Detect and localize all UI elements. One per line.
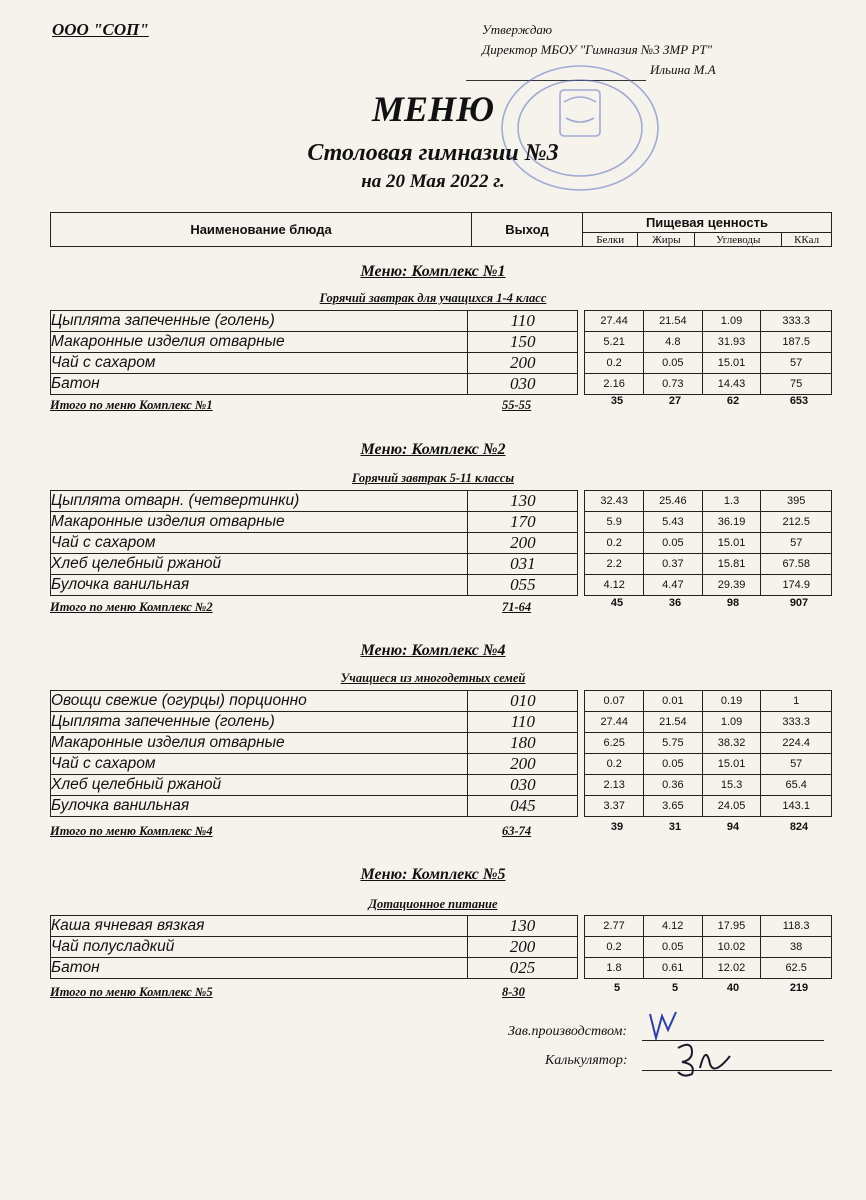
dish-kcal: 57 (761, 533, 832, 554)
production-signature-label: Зав.производством: (508, 1024, 628, 1039)
menu-items-table (50, 490, 832, 596)
dish-kcal: 118.3 (761, 916, 832, 937)
total-carbs: 62 (726, 395, 740, 407)
approve-label: Утверждаю (482, 22, 553, 37)
cell-gap (578, 775, 585, 796)
dish-carbs: 1.3 (702, 491, 761, 512)
table-row (51, 691, 832, 712)
dish-fat: 4.47 (644, 575, 703, 596)
dish-kcal: 333.3 (761, 311, 832, 332)
dish-output: 200 (468, 533, 578, 554)
table-row (51, 311, 832, 332)
total-output: 63-74 (502, 824, 532, 838)
dish-carbs: 15.01 (702, 353, 761, 374)
total-output: 55-55 (502, 398, 532, 412)
dish-protein: 2.77 (585, 916, 644, 937)
cell-gap (578, 533, 585, 554)
table-row (51, 533, 832, 554)
dish-kcal: 143.1 (761, 796, 832, 817)
total-carbs: 40 (726, 982, 740, 994)
dish-output: 180 (468, 733, 578, 754)
total-fat: 5 (671, 982, 679, 994)
section-title: Меню: Комплекс №1 (360, 263, 506, 280)
dish-fat: 0.36 (644, 775, 703, 796)
cell-gap (578, 374, 585, 395)
dish-name: Макаронные изделия отварные (51, 512, 468, 533)
dish-output: 200 (468, 353, 578, 374)
cell-gap (578, 554, 585, 575)
table-row (51, 353, 832, 374)
director-name: Ильина М.А (650, 62, 716, 77)
dish-carbs: 1.09 (702, 311, 761, 332)
table-row (51, 754, 832, 775)
dish-protein: 5.9 (585, 512, 644, 533)
dish-name: Хлеб целебный ржаной (51, 554, 468, 575)
total-protein: 39 (610, 821, 624, 833)
dish-carbs: 15.01 (702, 533, 761, 554)
dish-name: Батон (51, 958, 468, 979)
dish-kcal: 62.5 (761, 958, 832, 979)
dish-output: 030 (468, 775, 578, 796)
dish-name: Батон (51, 374, 468, 395)
dish-fat: 5.75 (644, 733, 703, 754)
table-row (51, 733, 832, 754)
table-row (51, 937, 832, 958)
dish-name: Каша ячневая вязкая (51, 916, 468, 937)
dish-kcal: 174.9 (761, 575, 832, 596)
table-row (51, 712, 832, 733)
menu-items-table (50, 915, 832, 979)
cell-gap (578, 712, 585, 733)
dish-name: Чай с сахаром (51, 754, 468, 775)
dish-protein: 1.8 (585, 958, 644, 979)
header-name: Наименование блюда (51, 213, 472, 247)
total-kcal: 653 (789, 395, 809, 407)
header-fat: Жиры (638, 233, 695, 247)
dish-kcal: 212.5 (761, 512, 832, 533)
dish-kcal: 333.3 (761, 712, 832, 733)
section-title: Меню: Комплекс №5 (360, 866, 506, 883)
calculator-signature-label: Калькулятор: (545, 1053, 628, 1068)
menu-subtitle: Столовая гимназии №3 (307, 140, 559, 166)
header-output: Выход (472, 213, 583, 247)
total-label: Итого по меню Комплекс №5 (50, 985, 213, 999)
total-kcal: 824 (789, 821, 809, 833)
table-row (51, 332, 832, 353)
cell-gap (578, 937, 585, 958)
table-row (51, 916, 832, 937)
dish-fat: 21.54 (644, 712, 703, 733)
table-row (51, 374, 832, 395)
dish-output: 010 (468, 691, 578, 712)
director-title: Директор МБОУ "Гимназия №3 ЗМР РТ" (482, 42, 713, 57)
dish-carbs: 1.09 (702, 712, 761, 733)
dish-fat: 4.12 (643, 916, 702, 937)
dish-carbs: 10.02 (702, 937, 761, 958)
organization-name: ООО "СОП" (52, 20, 149, 39)
cell-gap (578, 311, 585, 332)
dish-carbs: 15.3 (702, 775, 761, 796)
cell-gap (578, 491, 585, 512)
table-row (51, 491, 832, 512)
section-total (50, 597, 832, 618)
table-row (51, 958, 832, 979)
dish-kcal: 57 (761, 353, 832, 374)
menu-items-table (50, 690, 832, 817)
total-output: 8-30 (502, 985, 525, 999)
dish-kcal: 1 (761, 691, 832, 712)
dish-protein: 32.43 (585, 491, 644, 512)
table-row (51, 575, 832, 596)
table-row (51, 512, 832, 533)
dish-output: 110 (468, 311, 578, 332)
total-fat: 31 (668, 821, 682, 833)
dish-name: Цыплята запеченные (голень) (51, 311, 468, 332)
dish-name: Хлеб целебный ржаной (51, 775, 468, 796)
section-title: Меню: Комплекс №4 (360, 642, 506, 659)
cell-gap (578, 754, 585, 775)
section-total (50, 395, 832, 416)
dish-output: 130 (468, 491, 578, 512)
header-protein: Белки (583, 233, 638, 247)
dish-carbs: 36.19 (702, 512, 761, 533)
table-header (50, 212, 832, 247)
dish-output: 045 (468, 796, 578, 817)
dish-kcal: 38 (761, 937, 832, 958)
total-kcal: 219 (789, 982, 809, 994)
dish-carbs: 31.93 (702, 332, 761, 353)
dish-protein: 0.2 (585, 754, 644, 775)
total-output: 71-64 (502, 600, 532, 614)
dish-fat: 5.43 (644, 512, 703, 533)
dish-protein: 0.2 (585, 533, 644, 554)
dish-carbs: 29.39 (702, 575, 761, 596)
dish-output: 025 (467, 958, 577, 979)
dish-name: Булочка ванильная (51, 796, 468, 817)
header-carbs: Углеводы (695, 233, 782, 247)
dish-fat: 3.65 (644, 796, 703, 817)
dish-carbs: 12.02 (702, 958, 761, 979)
dish-kcal: 65.4 (761, 775, 832, 796)
dish-output: 170 (468, 512, 578, 533)
total-label: Итого по меню Комплекс №1 (50, 398, 213, 412)
dish-kcal: 57 (761, 754, 832, 775)
cell-gap (578, 796, 585, 817)
dish-fat: 4.8 (643, 332, 702, 353)
dish-output: 030 (468, 374, 578, 395)
table-row (51, 796, 832, 817)
dish-fat: 0.61 (643, 958, 702, 979)
dish-protein: 2.2 (585, 554, 644, 575)
dish-kcal: 67.58 (761, 554, 832, 575)
dish-name: Цыплята запеченные (голень) (51, 712, 468, 733)
calculator-signature-line (642, 1070, 832, 1071)
section-subtitle: Учащиеся из многодетных семей (340, 671, 526, 685)
dish-output: 200 (468, 754, 578, 775)
dish-kcal: 187.5 (761, 332, 832, 353)
dish-carbs: 14.43 (702, 374, 761, 395)
menu-date: на 20 Мая 2022 г. (361, 171, 505, 192)
dish-protein: 0.2 (585, 937, 644, 958)
dish-output: 110 (468, 712, 578, 733)
dish-protein: 4.12 (585, 575, 644, 596)
dish-name: Макаронные изделия отварные (51, 332, 468, 353)
dish-carbs: 0.19 (702, 691, 761, 712)
total-protein: 45 (610, 597, 624, 609)
cell-gap (578, 332, 585, 353)
dish-name: Овощи свежие (огурцы) порционно (51, 691, 468, 712)
total-protein: 35 (610, 395, 624, 407)
dish-name: Чай полусладкий (51, 937, 468, 958)
total-fat: 36 (668, 597, 682, 609)
dish-fat: 0.05 (643, 937, 702, 958)
section-subtitle: Горячий завтрак для учащихся 1-4 класс (319, 291, 547, 305)
table-row (51, 775, 832, 796)
dish-carbs: 38.32 (702, 733, 761, 754)
calculator-signature-icon (674, 1038, 734, 1078)
dish-output: 055 (468, 575, 578, 596)
dish-output: 130 (467, 916, 577, 937)
dish-output: 150 (468, 332, 578, 353)
dish-output: 200 (467, 937, 577, 958)
dish-name: Цыплята отварн. (четвертинки) (51, 491, 468, 512)
dish-protein: 2.16 (585, 374, 644, 395)
dish-protein: 0.07 (585, 691, 644, 712)
total-kcal: 907 (789, 597, 809, 609)
dish-fat: 0.01 (644, 691, 703, 712)
dish-fat: 0.37 (644, 554, 703, 575)
dish-fat: 21.54 (643, 311, 702, 332)
total-carbs: 94 (726, 821, 740, 833)
dish-fat: 0.73 (643, 374, 702, 395)
dish-protein: 0.2 (585, 353, 644, 374)
total-protein: 5 (613, 982, 621, 994)
dish-name: Чай с сахаром (51, 533, 468, 554)
total-fat: 27 (668, 395, 682, 407)
dish-carbs: 24.05 (702, 796, 761, 817)
cell-gap (578, 958, 585, 979)
dish-name: Макаронные изделия отварные (51, 733, 468, 754)
production-signature-icon (646, 1008, 686, 1042)
header-kcal: ККал (782, 233, 832, 247)
dish-fat: 25.46 (644, 491, 703, 512)
table-row (51, 554, 832, 575)
dish-name: Булочка ванильная (51, 575, 468, 596)
dish-fat: 0.05 (644, 533, 703, 554)
menu-title: МЕНЮ (371, 89, 495, 129)
section-total (50, 821, 832, 842)
dish-protein: 3.37 (585, 796, 644, 817)
cell-gap (578, 512, 585, 533)
cell-gap (578, 353, 585, 374)
dish-carbs: 15.01 (702, 754, 761, 775)
dish-protein: 2.13 (585, 775, 644, 796)
dish-kcal: 75 (761, 374, 832, 395)
cell-gap (578, 575, 585, 596)
cell-gap (578, 916, 585, 937)
dish-name: Чай с сахаром (51, 353, 468, 374)
total-label: Итого по меню Комплекс №2 (50, 600, 213, 614)
dish-protein: 5.21 (585, 332, 644, 353)
dish-kcal: 395 (761, 491, 832, 512)
total-label: Итого по меню Комплекс №4 (50, 824, 213, 838)
dish-carbs: 15.81 (702, 554, 761, 575)
header-nutrition: Пищевая ценность (583, 213, 832, 233)
dish-fat: 0.05 (644, 754, 703, 775)
cell-gap (578, 691, 585, 712)
dish-output: 031 (468, 554, 578, 575)
dish-protein: 27.44 (585, 712, 644, 733)
menu-items-table (50, 310, 832, 395)
section-total (50, 982, 832, 1003)
dish-protein: 6.25 (585, 733, 644, 754)
section-title: Меню: Комплекс №2 (360, 441, 506, 458)
total-carbs: 98 (726, 597, 740, 609)
section-subtitle: Горячий завтрак 5-11 классы (351, 471, 515, 485)
cell-gap (578, 733, 585, 754)
section-subtitle: Дотационное питание (368, 897, 498, 911)
dish-fat: 0.05 (643, 353, 702, 374)
dish-protein: 27.44 (585, 311, 644, 332)
dish-carbs: 17.95 (702, 916, 761, 937)
dish-kcal: 224.4 (761, 733, 832, 754)
